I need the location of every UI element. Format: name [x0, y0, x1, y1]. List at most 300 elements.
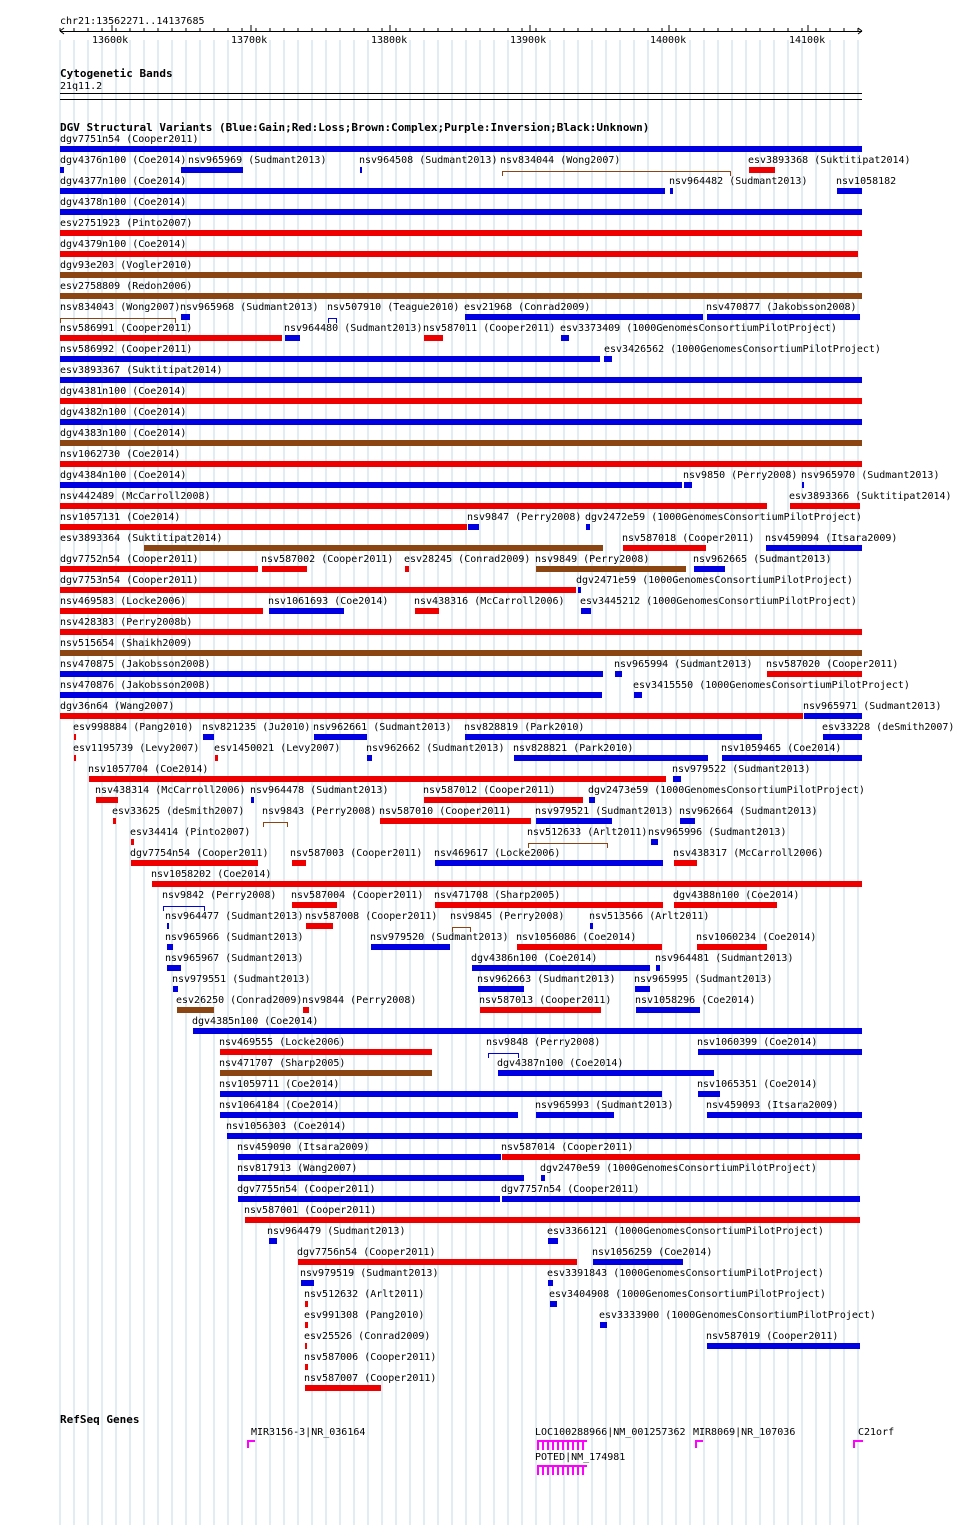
feature-label[interactable]: nsv834044 (Wong2007) — [500, 155, 621, 166]
feature-bar[interactable] — [60, 272, 862, 278]
feature-label[interactable]: esv3404908 (1000GenomesConsortiumPilotProject) — [549, 1289, 826, 1300]
feature-bar[interactable] — [305, 1343, 307, 1349]
feature-label[interactable]: nsv1058296 (Coe2014) — [635, 995, 756, 1006]
feature-label[interactable]: dgv7755n54 (Cooper2011) — [237, 1184, 376, 1195]
feature-label[interactable]: esv3333900 (1000GenomesConsortiumPilotProject) — [599, 1310, 876, 1321]
feature-label[interactable]: nsv964480 (Sudmant2013) — [284, 323, 423, 334]
feature-bar[interactable] — [167, 944, 173, 950]
feature-label[interactable]: nsv962662 (Sudmant2013) — [366, 743, 505, 754]
gene-label[interactable]: C21orf — [858, 1427, 895, 1438]
feature-label[interactable]: nsv587018 (Cooper2011) — [622, 533, 755, 544]
feature-bar[interactable] — [415, 608, 439, 614]
feature-label[interactable]: nsv979519 (Sudmant2013) — [300, 1268, 439, 1279]
feature-bar[interactable] — [181, 167, 243, 173]
feature-bar[interactable] — [238, 1196, 500, 1202]
feature-bar[interactable] — [173, 986, 178, 992]
feature-label[interactable]: dgv4376n100 (Coe2014) — [60, 155, 187, 166]
feature-label[interactable]: nsv471707 (Sharp2005) — [219, 1058, 346, 1069]
gene-label[interactable]: MIR3156-3|NR_036164 — [251, 1427, 366, 1438]
feature-label[interactable]: nsv962664 (Sudmant2013) — [679, 806, 818, 817]
feature-label[interactable]: esv1195739 (Levy2007) — [73, 743, 200, 754]
feature-bar[interactable] — [548, 1280, 553, 1286]
feature-bar[interactable] — [301, 1280, 314, 1286]
feature-bar[interactable] — [536, 566, 686, 572]
feature-label[interactable]: nsv817913 (Wang2007) — [237, 1163, 358, 1174]
feature-label[interactable]: nsv586991 (Cooper2011) — [60, 323, 193, 334]
feature-bar[interactable] — [360, 167, 362, 173]
feature-bar[interactable] — [60, 293, 862, 299]
feature-bar[interactable] — [167, 923, 169, 929]
feature-label[interactable]: nsv9847 (Perry2008) — [467, 512, 582, 523]
feature-bar[interactable] — [435, 902, 663, 908]
feature-label[interactable]: esv3426562 (1000GenomesConsortiumPilotProject) — [604, 344, 881, 355]
feature-bar[interactable] — [60, 335, 282, 341]
feature-label[interactable]: nsv964479 (Sudmant2013) — [267, 1226, 406, 1237]
gene-glyph[interactable] — [853, 1440, 863, 1448]
feature-label[interactable]: nsv979551 (Sudmant2013) — [172, 974, 311, 985]
feature-label[interactable]: nsv587019 (Cooper2011) — [706, 1331, 839, 1342]
feature-label[interactable]: nsv828821 (Park2010) — [513, 743, 634, 754]
feature-bar[interactable] — [60, 671, 603, 677]
feature-bar[interactable] — [306, 923, 333, 929]
track-title-cytoband[interactable]: Cytogenetic Bands — [60, 67, 173, 80]
feature-bar[interactable] — [303, 1007, 309, 1013]
feature-bar[interactable] — [578, 587, 581, 593]
feature-bar[interactable] — [269, 608, 344, 614]
feature-bar[interactable] — [707, 314, 860, 320]
feature-bar[interactable] — [193, 1028, 862, 1034]
feature-bar[interactable] — [285, 335, 300, 341]
feature-bar[interactable] — [635, 986, 650, 992]
feature-label[interactable]: nsv587010 (Cooper2011) — [379, 806, 512, 817]
feature-label[interactable]: esv3893367 (Suktitipat2014) — [60, 365, 223, 376]
gene-label[interactable]: LOC100288966|NM_001257362 — [535, 1427, 686, 1438]
feature-bar[interactable] — [60, 650, 862, 656]
feature-label[interactable]: dgv4382n100 (Coe2014) — [60, 407, 187, 418]
gene-glyph[interactable] — [695, 1440, 703, 1448]
feature-bar[interactable] — [498, 1070, 714, 1076]
feature-bar[interactable] — [517, 944, 662, 950]
feature-bar[interactable] — [292, 860, 306, 866]
feature-label[interactable]: nsv1059465 (Coe2014) — [721, 743, 842, 754]
feature-bar[interactable] — [60, 713, 803, 719]
feature-label[interactable]: nsv512633 (Arlt2011) — [527, 827, 648, 838]
feature-label[interactable]: nsv964481 (Sudmant2013) — [655, 953, 794, 964]
feature-bar[interactable] — [651, 839, 658, 845]
feature-bar[interactable] — [670, 188, 673, 194]
feature-bar[interactable] — [245, 1217, 860, 1223]
feature-bar[interactable] — [60, 419, 862, 425]
feature-label[interactable]: nsv1056086 (Coe2014) — [516, 932, 637, 943]
feature-label[interactable]: esv21968 (Conrad2009) — [464, 302, 591, 313]
feature-bar[interactable] — [220, 1049, 432, 1055]
feature-bar[interactable] — [305, 1385, 381, 1391]
feature-label[interactable]: nsv9848 (Perry2008) — [486, 1037, 601, 1048]
feature-bar[interactable] — [60, 482, 682, 488]
feature-bar[interactable] — [263, 822, 288, 827]
feature-label[interactable]: nsv459094 (Itsara2009) — [765, 533, 898, 544]
feature-label[interactable]: nsv979522 (Sudmant2013) — [672, 764, 811, 775]
feature-label[interactable]: nsv438314 (McCarroll2006) — [95, 785, 246, 796]
feature-label[interactable]: nsv979521 (Sudmant2013) — [535, 806, 674, 817]
gene-label[interactable]: POTED|NM_174981 — [535, 1452, 626, 1463]
feature-bar[interactable] — [305, 1364, 308, 1370]
feature-label[interactable]: nsv1057131 (Coe2014) — [60, 512, 181, 523]
feature-bar[interactable] — [203, 734, 214, 740]
feature-label[interactable]: nsv587008 (Cooper2011) — [305, 911, 438, 922]
feature-bar[interactable] — [548, 1238, 558, 1244]
feature-label[interactable]: nsv1056259 (Coe2014) — [592, 1247, 713, 1258]
feature-bar[interactable] — [144, 545, 603, 551]
feature-bar[interactable] — [96, 797, 118, 803]
feature-label[interactable]: esv33228 (deSmith2007) — [822, 722, 954, 733]
feature-label[interactable]: dgv2473e59 (1000GenomesConsortiumPilotProject) — [588, 785, 865, 796]
feature-label[interactable]: nsv1064184 (Coe2014) — [219, 1100, 340, 1111]
feature-label[interactable]: nsv469583 (Locke2006) — [60, 596, 187, 607]
gene-glyph[interactable] — [537, 1465, 587, 1475]
feature-label[interactable]: nsv587001 (Cooper2011) — [244, 1205, 377, 1216]
feature-label[interactable]: nsv962661 (Sudmant2013) — [313, 722, 452, 733]
feature-label[interactable]: nsv1061693 (Coe2014) — [268, 596, 389, 607]
feature-label[interactable]: dgv7753n54 (Cooper2011) — [60, 575, 199, 586]
feature-bar[interactable] — [227, 1133, 862, 1139]
feature-label[interactable]: nsv821235 (Ju2010) — [202, 722, 311, 733]
feature-bar[interactable] — [550, 1301, 557, 1307]
feature-label[interactable]: nsv587004 (Cooper2011) — [291, 890, 424, 901]
feature-label[interactable]: dgv4387n100 (Coe2014) — [497, 1058, 624, 1069]
feature-label[interactable]: nsv587002 (Cooper2011) — [261, 554, 394, 565]
feature-label[interactable]: esv2758809 (Redon2006) — [60, 281, 193, 292]
feature-bar[interactable] — [167, 965, 181, 971]
feature-bar[interactable] — [60, 188, 665, 194]
feature-bar[interactable] — [220, 1091, 662, 1097]
feature-bar[interactable] — [60, 503, 767, 509]
feature-label[interactable]: dgv4379n100 (Coe2014) — [60, 239, 187, 250]
feature-label[interactable]: dgv4381n100 (Coe2014) — [60, 386, 187, 397]
feature-label[interactable]: nsv515654 (Shaikh2009) — [60, 638, 193, 649]
feature-label[interactable]: nsv469617 (Locke2006) — [434, 848, 561, 859]
feature-label[interactable]: nsv1065351 (Coe2014) — [697, 1079, 818, 1090]
gene-label[interactable]: MIR8069|NR_107036 — [693, 1427, 796, 1438]
track-title-dgv[interactable]: DGV Structural Variants (Blue:Gain;Red:Loss;Brown:Complex;Purple:Inversion;Black:Unknown) — [60, 121, 650, 134]
feature-label[interactable]: dgv93e203 (Vogler2010) — [60, 260, 193, 271]
feature-bar[interactable] — [298, 1259, 577, 1265]
feature-bar[interactable] — [60, 608, 263, 614]
feature-label[interactable]: dgv4377n100 (Coe2014) — [60, 176, 187, 187]
feature-label[interactable]: nsv512632 (Arlt2011) — [304, 1289, 425, 1300]
feature-bar[interactable] — [371, 944, 450, 950]
feature-label[interactable]: nsv965967 (Sudmant2013) — [165, 953, 304, 964]
feature-bar[interactable] — [684, 482, 692, 488]
feature-bar[interactable] — [60, 167, 64, 173]
feature-label[interactable]: nsv962665 (Sudmant2013) — [693, 554, 832, 565]
feature-label[interactable]: nsv834043 (Wong2007) — [60, 302, 181, 313]
feature-label[interactable]: dgv7757n54 (Cooper2011) — [501, 1184, 640, 1195]
feature-label[interactable]: nsv587006 (Cooper2011) — [304, 1352, 437, 1363]
feature-label[interactable]: nsv1059711 (Coe2014) — [219, 1079, 340, 1090]
feature-label[interactable]: esv3391843 (1000GenomesConsortiumPilotProject) — [547, 1268, 824, 1279]
ruler-tick-label: 14100k — [789, 35, 826, 46]
feature-label[interactable]: nsv587007 (Cooper2011) — [304, 1373, 437, 1384]
feature-label[interactable]: dgv4386n100 (Coe2014) — [471, 953, 598, 964]
feature-bar[interactable] — [586, 524, 590, 530]
feature-bar[interactable] — [131, 860, 258, 866]
feature-label[interactable]: nsv1058202 (Coe2014) — [151, 869, 272, 880]
feature-bar[interactable] — [60, 356, 600, 362]
track-title-refseq[interactable]: RefSeq Genes — [60, 1413, 140, 1426]
feature-label[interactable]: esv998884 (Pang2010) — [73, 722, 194, 733]
feature-bar[interactable] — [262, 566, 307, 572]
feature-bar[interactable] — [60, 209, 862, 215]
feature-bar[interactable] — [722, 755, 862, 761]
feature-label[interactable]: nsv587003 (Cooper2011) — [290, 848, 423, 859]
feature-bar[interactable] — [177, 1007, 214, 1013]
feature-label[interactable]: nsv587020 (Cooper2011) — [766, 659, 899, 670]
feature-label[interactable]: nsv471708 (Sharp2005) — [434, 890, 561, 901]
feature-bar[interactable] — [623, 545, 706, 551]
feature-bar[interactable] — [837, 188, 862, 194]
feature-bar[interactable] — [707, 1112, 862, 1118]
feature-label[interactable]: nsv1057704 (Coe2014) — [88, 764, 209, 775]
feature-bar[interactable] — [251, 797, 254, 803]
feature-label[interactable]: nsv1056303 (Coe2014) — [226, 1121, 347, 1132]
feature-bar[interactable] — [60, 146, 862, 152]
feature-bar[interactable] — [694, 566, 725, 572]
feature-bar[interactable] — [238, 1154, 501, 1160]
feature-label[interactable]: nsv470876 (Jakobsson2008) — [60, 680, 211, 691]
feature-label[interactable]: nsv1062730 (Coe2014) — [60, 449, 181, 460]
feature-bar[interactable] — [561, 335, 569, 341]
feature-bar[interactable] — [269, 1238, 277, 1244]
feature-label[interactable]: nsv1058182 — [836, 176, 897, 187]
feature-bar[interactable] — [804, 713, 862, 719]
ruler-tick-label: 13900k — [510, 35, 547, 46]
feature-label[interactable]: nsv459093 (Itsara2009) — [706, 1100, 839, 1111]
feature-label[interactable]: dgv2470e59 (1000GenomesConsortiumPilotProject) — [540, 1163, 817, 1174]
feature-bar[interactable] — [536, 818, 612, 824]
feature-bar[interactable] — [424, 335, 443, 341]
feature-bar[interactable] — [707, 1343, 860, 1349]
feature-bar[interactable] — [600, 1322, 607, 1328]
feature-bar[interactable] — [424, 797, 583, 803]
feature-label[interactable]: nsv965996 (Sudmant2013) — [648, 827, 787, 838]
feature-bar[interactable] — [823, 734, 862, 740]
feature-label[interactable]: nsv9842 (Perry2008) — [162, 890, 277, 901]
feature-label[interactable]: dgv7756n54 (Cooper2011) — [297, 1247, 436, 1258]
feature-bar[interactable] — [581, 608, 591, 614]
feature-bar[interactable] — [478, 986, 524, 992]
feature-label[interactable]: esv2751923 (Pinto2007) — [60, 218, 193, 229]
feature-label[interactable]: nsv965970 (Sudmant2013) — [801, 470, 940, 481]
feature-label[interactable]: nsv979520 (Sudmant2013) — [370, 932, 509, 943]
feature-bar[interactable] — [305, 1322, 308, 1328]
feature-label[interactable]: nsv9845 (Perry2008) — [450, 911, 565, 922]
feature-bar[interactable] — [292, 902, 337, 908]
feature-bar[interactable] — [220, 1112, 518, 1118]
feature-bar[interactable] — [656, 965, 660, 971]
feature-label[interactable]: nsv587012 (Cooper2011) — [423, 785, 556, 796]
feature-bar[interactable] — [60, 230, 862, 236]
feature-label[interactable]: dgv2472e59 (1000GenomesConsortiumPilotProject) — [585, 512, 862, 523]
feature-bar[interactable] — [749, 167, 775, 173]
feature-label[interactable]: nsv9843 (Perry2008) — [262, 806, 377, 817]
feature-bar[interactable] — [698, 1049, 862, 1055]
feature-bar[interactable] — [673, 776, 681, 782]
feature-bar[interactable] — [60, 377, 862, 383]
feature-label[interactable]: nsv962663 (Sudmant2013) — [477, 974, 616, 985]
feature-bar[interactable] — [367, 755, 372, 761]
feature-label[interactable]: dgv36n64 (Wang2007) — [60, 701, 175, 712]
feature-label[interactable]: nsv965993 (Sudmant2013) — [535, 1100, 674, 1111]
feature-bar[interactable] — [220, 1070, 432, 1076]
feature-label[interactable]: nsv964508 (Sudmant2013) — [359, 155, 498, 166]
feature-label[interactable]: esv3893364 (Suktitipat2014) — [60, 533, 223, 544]
feature-bar[interactable] — [593, 1259, 683, 1265]
feature-label[interactable]: nsv469555 (Locke2006) — [219, 1037, 346, 1048]
feature-bar[interactable] — [766, 545, 862, 551]
feature-bar[interactable] — [674, 902, 777, 908]
feature-bar[interactable] — [60, 461, 862, 467]
feature-bar[interactable] — [590, 923, 593, 929]
feature-label[interactable]: esv1450021 (Levy2007) — [214, 743, 341, 754]
feature-label[interactable]: nsv587011 (Cooper2011) — [423, 323, 556, 334]
feature-label[interactable]: nsv964477 (Sudmant2013) — [165, 911, 304, 922]
ruler-tick-label: 13800k — [371, 35, 408, 46]
feature-label[interactable]: nsv459090 (Itsara2009) — [237, 1142, 370, 1153]
feature-label[interactable]: nsv9849 (Perry2008) — [535, 554, 650, 565]
feature-bar[interactable] — [131, 839, 134, 845]
feature-label[interactable]: nsv428383 (Perry2008b) — [60, 617, 193, 628]
feature-label[interactable]: esv25526 (Conrad2009) — [304, 1331, 431, 1342]
feature-label[interactable]: nsv513566 (Arlt2011) — [589, 911, 710, 922]
feature-bar[interactable] — [405, 566, 409, 572]
feature-bar[interactable] — [802, 482, 804, 488]
feature-bar[interactable] — [305, 1301, 308, 1307]
feature-bar[interactable] — [615, 671, 622, 677]
feature-label[interactable]: dgv4384n100 (Coe2014) — [60, 470, 187, 481]
feature-bar[interactable] — [541, 1175, 545, 1181]
feature-label[interactable]: dgv7752n54 (Cooper2011) — [60, 554, 199, 565]
feature-bar[interactable] — [468, 524, 479, 530]
feature-bar[interactable] — [636, 1007, 700, 1013]
feature-label[interactable]: esv3415550 (1000GenomesConsortiumPilotProject) — [633, 680, 910, 691]
feature-bar[interactable] — [465, 314, 703, 320]
feature-bar[interactable] — [215, 755, 218, 761]
feature-label[interactable]: nsv965994 (Sudmant2013) — [614, 659, 753, 670]
feature-label[interactable]: esv3366121 (1000GenomesConsortiumPilotProject) — [547, 1226, 824, 1237]
feature-bar[interactable] — [697, 944, 767, 950]
feature-label[interactable]: nsv1060234 (Coe2014) — [696, 932, 817, 943]
feature-label[interactable]: nsv9844 (Perry2008) — [302, 995, 417, 1006]
feature-label[interactable]: nsv1060399 (Coe2014) — [697, 1037, 818, 1048]
feature-label[interactable]: nsv964478 (Sudmant2013) — [250, 785, 389, 796]
ruler-tick-label: 14000k — [650, 35, 687, 46]
feature-bar[interactable] — [674, 860, 697, 866]
feature-bar[interactable] — [767, 671, 862, 677]
feature-bar[interactable] — [74, 755, 76, 761]
feature-label[interactable]: esv28245 (Conrad2009) — [404, 554, 531, 565]
feature-label[interactable]: nsv9850 (Perry2008) — [683, 470, 798, 481]
feature-bar[interactable] — [472, 965, 650, 971]
feature-label[interactable]: esv3893368 (Suktitipat2014) — [748, 155, 911, 166]
feature-label[interactable]: dgv4385n100 (Coe2014) — [192, 1016, 319, 1027]
feature-bar[interactable] — [502, 1154, 860, 1160]
feature-bar[interactable] — [60, 587, 576, 593]
feature-label[interactable]: nsv965971 (Sudmant2013) — [803, 701, 942, 712]
feature-bar[interactable] — [634, 692, 642, 698]
feature-label[interactable]: nsv965995 (Sudmant2013) — [634, 974, 773, 985]
feature-label[interactable]: nsv965966 (Sudmant2013) — [165, 932, 304, 943]
feature-label[interactable]: dgv4388n100 (Coe2014) — [673, 890, 800, 901]
feature-label[interactable]: nsv586992 (Cooper2011) — [60, 344, 193, 355]
feature-bar[interactable] — [514, 755, 708, 761]
feature-bar[interactable] — [60, 566, 258, 572]
feature-bar[interactable] — [60, 398, 862, 404]
feature-bar[interactable] — [314, 734, 367, 740]
feature-bar[interactable] — [60, 440, 862, 446]
feature-bar[interactable] — [74, 734, 76, 740]
feature-label[interactable]: dgv7751n54 (Cooper2011) — [60, 134, 199, 145]
feature-bar[interactable] — [152, 881, 862, 887]
feature-label[interactable]: esv33625 (deSmith2007) — [112, 806, 245, 817]
feature-label[interactable]: esv3445212 (1000GenomesConsortiumPilotProject) — [580, 596, 857, 607]
feature-label[interactable]: nsv965968 (Sudmant2013) — [180, 302, 319, 313]
feature-label[interactable]: nsv470875 (Jakobsson2008) — [60, 659, 211, 670]
feature-label[interactable]: nsv965969 (Sudmant2013) — [188, 155, 327, 166]
feature-bar[interactable] — [604, 356, 612, 362]
feature-label[interactable]: nsv470877 (Jakobsson2008) — [706, 302, 857, 313]
feature-bar[interactable] — [60, 629, 862, 635]
feature-label[interactable]: nsv507910 (Teague2010) — [327, 302, 460, 313]
feature-label[interactable]: nsv587013 (Cooper2011) — [479, 995, 612, 1006]
feature-label[interactable]: esv26250 (Conrad2009) — [176, 995, 303, 1006]
feature-bar[interactable] — [60, 251, 858, 257]
feature-bar[interactable] — [698, 1091, 720, 1097]
feature-bar[interactable] — [113, 818, 116, 824]
feature-bar[interactable] — [380, 818, 531, 824]
gene-glyph[interactable] — [537, 1440, 587, 1450]
feature-label[interactable]: nsv587014 (Cooper2011) — [501, 1142, 634, 1153]
feature-bar[interactable] — [536, 1112, 614, 1118]
feature-bar[interactable] — [60, 524, 467, 530]
feature-bar[interactable] — [589, 797, 595, 803]
feature-label[interactable]: nsv438317 (McCarroll2006) — [673, 848, 824, 859]
feature-bar[interactable] — [790, 503, 860, 509]
feature-bar[interactable] — [60, 692, 602, 698]
feature-label[interactable]: nsv442489 (McCarroll2008) — [60, 491, 211, 502]
gene-glyph[interactable] — [247, 1440, 255, 1448]
feature-label[interactable]: dgv4383n100 (Coe2014) — [60, 428, 187, 439]
feature-bar[interactable] — [680, 818, 695, 824]
feature-bar[interactable] — [465, 734, 762, 740]
feature-label[interactable]: dgv4378n100 (Coe2014) — [60, 197, 187, 208]
feature-label[interactable]: dgv7754n54 (Cooper2011) — [130, 848, 269, 859]
feature-label[interactable]: esv34414 (Pinto2007) — [130, 827, 251, 838]
feature-bar[interactable] — [181, 314, 190, 320]
feature-label[interactable]: esv3893366 (Suktitipat2014) — [789, 491, 952, 502]
feature-bar[interactable] — [89, 776, 666, 782]
feature-bar[interactable] — [435, 860, 663, 866]
feature-bar[interactable] — [502, 1196, 860, 1202]
feature-label[interactable]: esv991308 (Pang2010) — [304, 1310, 425, 1321]
feature-label[interactable]: nsv964482 (Sudmant2013) — [669, 176, 808, 187]
feature-label[interactable]: dgv2471e59 (1000GenomesConsortiumPilotProject) — [576, 575, 853, 586]
feature-label[interactable]: nsv438316 (McCarroll2006) — [414, 596, 565, 607]
feature-bar[interactable] — [480, 1007, 601, 1013]
feature-bar[interactable] — [238, 1175, 524, 1181]
feature-label[interactable]: nsv828819 (Park2010) — [464, 722, 585, 733]
feature-label[interactable]: esv3373409 (1000GenomesConsortiumPilotProject) — [560, 323, 837, 334]
